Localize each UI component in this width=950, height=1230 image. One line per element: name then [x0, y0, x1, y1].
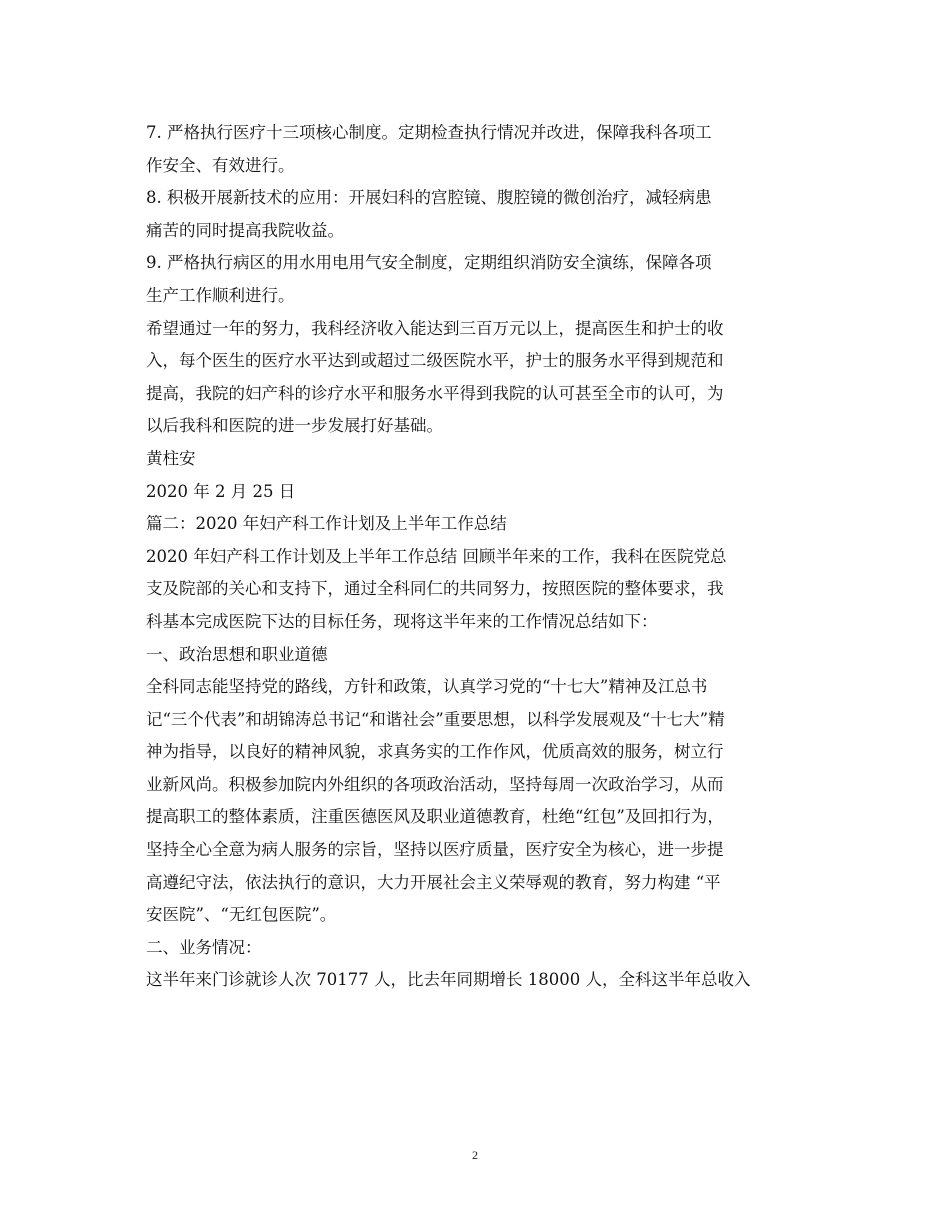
- text-line: 坚持全心全意为病人服务的宗旨，坚持以医疗质量，医疗安全为核心，进一步提: [146, 840, 724, 860]
- text-line: 8. 积极开展新技术的应用：开展妇科的宫腔镜、腹腔镜的微创治疗，减轻病患: [146, 188, 712, 208]
- text-line: 神为指导，以良好的精神风貌，求真务实的工作作风，优质高效的服务，树立行: [146, 742, 724, 762]
- text-line: 提高职工的整体素质，注重医德医风及职业道德教育，杜绝“红包”及回扣行为，: [146, 807, 724, 827]
- text-line: 7. 严格执行医疗十三项核心制度。定期检查执行情况并改进，保障我科各项工: [146, 123, 712, 142]
- text-line: 高遵纪守法，依法执行的意识，大力开展社会主义荣辱观的教育，努力构建 “平: [146, 872, 721, 892]
- text-line: 科基本完成医院下达的目标任务，现将这半年来的工作情况总结如下：: [146, 611, 658, 631]
- section-heading: 一、政治思想和职业道德: [146, 644, 328, 664]
- text-line: 业新风尚。积极参加院内外组织的各项政治活动，坚持每周一次政治学习，从而: [146, 774, 724, 794]
- text-line: 9. 严格执行病区的用水用电用气安全制度，定期组织消防安全演练，保障各项: [146, 253, 712, 273]
- text-line: 安医院”、“无红包医院”。: [146, 905, 337, 925]
- section-heading: 二、业务情况：: [146, 937, 262, 957]
- text-line: 支及院部的关心和支持下，通过全科同仁的共同努力，按照医院的整体要求，我: [146, 579, 724, 599]
- page-number: 2: [472, 1148, 478, 1162]
- text-line: 入，每个医生的医疗水平达到或超过二级医院水平，护士的服务水平得到规范和: [146, 351, 724, 371]
- text-line: 2020 年妇产科工作计划及上半年工作总结 回顾半年来的工作，我科在医院党总: [146, 546, 727, 566]
- section-title: 篇二：2020 年妇产科工作计划及上半年工作总结: [146, 514, 507, 534]
- text-line: 以后我科和医院的进一步发展打好基础。: [146, 416, 443, 436]
- text-line: 这半年来门诊就诊人次 70177 人，比去年同期增长 18000 人，全科这半年总收入: [146, 970, 751, 990]
- text-line: 生产工作顺利进行。: [146, 285, 295, 305]
- text-line: 提高，我院的妇产科的诊疗水平和服务水平得到我院的认可甚至全市的认可，为: [146, 383, 724, 403]
- text-line: 记“三个代表”和胡锦涛总书记“和谐社会”重要思想，以科学发展观及“十七大”精: [146, 709, 725, 729]
- text-line: 希望通过一年的努力，我科经济收入能达到三百万元以上，提高医生和护士的收: [146, 318, 724, 338]
- text-line: 全科同志能坚持党的路线，方针和政策，认真学习党的“十七大”精神及江总书: [146, 677, 708, 697]
- text-line: 痛苦的同时提高我院收益。: [146, 220, 344, 240]
- author-name: 黄柱安: [146, 448, 196, 468]
- document-date: 2020 年 2 月 25 日: [146, 481, 296, 501]
- text-line: 作安全、有效进行。: [146, 155, 295, 175]
- document-body: [146, 117, 816, 997]
